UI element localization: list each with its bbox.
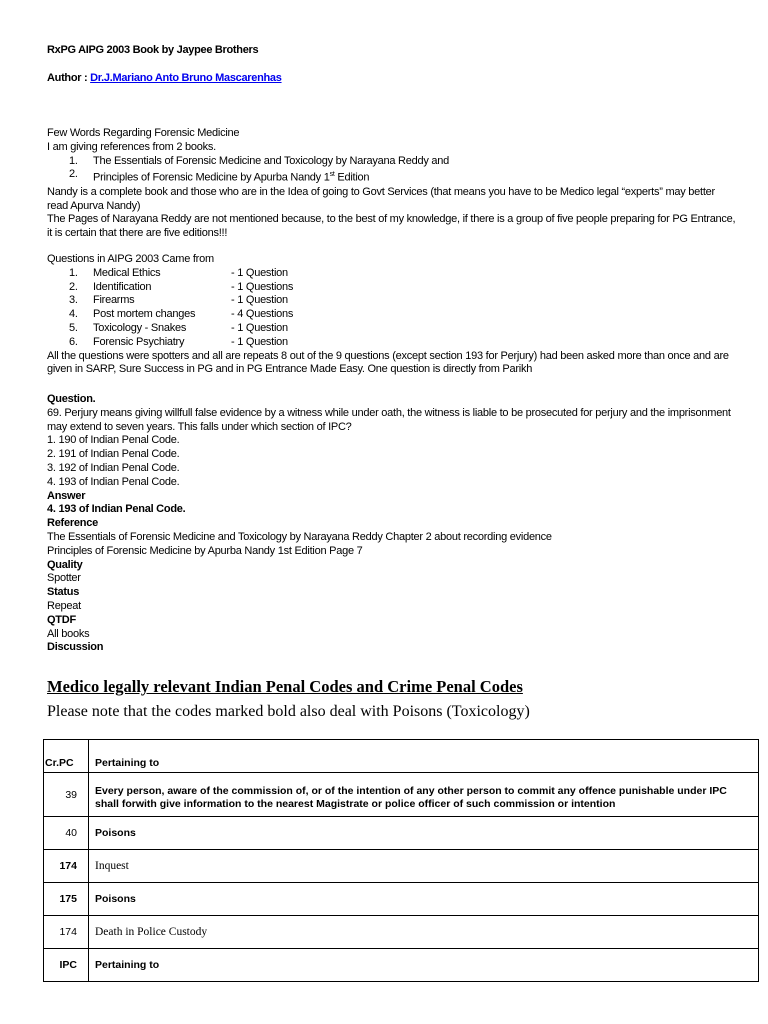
header-desc: Pertaining to (89, 740, 759, 773)
table-row: 175 Poisons (44, 883, 759, 916)
intro-section (47, 127, 737, 241)
author-link[interactable]: Dr.J.Mariano Anto Bruno Mascarenhas (90, 72, 282, 84)
codes-heading: Medico legally relevant Indian Penal Codes and Crime Penal Codes (47, 677, 523, 696)
footer-desc: Pertaining to (89, 949, 759, 982)
reference-label: Reference (47, 517, 98, 530)
row-desc: Poisons (89, 883, 759, 916)
penal-codes-table (43, 739, 759, 982)
answer-option: 4. 193 of Indian Penal Code. (47, 475, 180, 488)
status-value: Repeat (47, 599, 81, 612)
intro-heading: Few Words Regarding Forensic Medicine (47, 127, 240, 139)
table-row: 39 Every person, aware of the commission of, or of the intention of any other person to commit any offence punishable under IPC shall forwith give information to the nearest Magistrate or police officer of such commission or intention (44, 773, 759, 817)
quality-label: Quality (47, 558, 83, 571)
intro-para-nandy: Nandy is a complete book and those who are in the Idea of going to Govt Services (that means you have to be Medico legal “experts” may better read Apurva Nandy) (47, 185, 715, 212)
qtdf-value: All books (47, 627, 90, 640)
table-row: 174 Inquest (44, 850, 759, 883)
questions-summary: All the questions were spotters and all are repeats 8 out of the 9 questions (except section 193 for Perjury) had been asked more than once and are given in SARP, Sure Success in PG and in PG Entrance Made Easy. One question is directly from Parikh (47, 349, 729, 376)
author-label: Author : (47, 72, 91, 84)
intro-para-reddy: The Pages of Narayana Reddy are not mentioned because, to the best of my knowledge, if there is a group of five people preparing for PG Entrance, it is certain that there are five editions!!! (47, 213, 736, 240)
question-topic-row: 3. Firearms - 1 Question (69, 294, 288, 307)
questions-section (47, 253, 737, 377)
intro-line: I am giving references from 2 books. (47, 140, 216, 153)
document-title: RxPG AIPG 2003 Book by Jaypee Brothers (47, 44, 259, 56)
codes-note: Please note that the codes marked bold also deal with Poisons (Toxicology) (47, 703, 530, 720)
question-topic-row: 5. Toxicology - Snakes - 1 Question (69, 321, 288, 334)
book-item: 1. The Essentials of Forensic Medicine and Toxicology by Narayana Reddy and (69, 154, 449, 167)
book-item: 2. Principles of Forensic Medicine by Apurba Nandy 1st Edition (69, 168, 370, 185)
author-line (47, 72, 282, 84)
answer-value: 4. 193 of Indian Penal Code. (47, 503, 186, 516)
table-footer-row: IPC Pertaining to (44, 949, 759, 982)
answer-label: Answer (47, 489, 86, 502)
question-topic-row: 2. Identification - 1 Questions (69, 280, 294, 293)
answer-option: 2. 191 of Indian Penal Code. (47, 448, 180, 461)
question-topic-row: 1. Medical Ethics - 1 Question (69, 266, 288, 279)
header-code: Cr.PC (44, 740, 89, 773)
question-text: 69. Perjury means giving willfull false evidence by a witness while under oath, the witness is liable to be prosecuted for perjury and the imprisonment may extend to seven years. This falls under which section of IPC? (47, 406, 731, 433)
answer-option: 3. 192 of Indian Penal Code. (47, 461, 180, 474)
table-row: 174 Death in Police Custody (44, 916, 759, 949)
table-row: 40 Poisons (44, 817, 759, 850)
answer-option: 1. 190 of Indian Penal Code. (47, 434, 180, 447)
table-header-row (44, 740, 759, 773)
question-label: Question. (47, 393, 96, 405)
quality-value: Spotter (47, 572, 81, 585)
discussion-label: Discussion (47, 641, 104, 654)
row-desc: Poisons (89, 817, 759, 850)
questions-heading: Questions in AIPG 2003 Came from (47, 253, 214, 265)
reference-item: Principles of Forensic Medicine by Apurba Nandy 1st Edition Page 7 (47, 544, 363, 557)
question-block (47, 393, 737, 655)
question-topic-row: 4. Post mortem changes - 4 Questions (69, 308, 294, 321)
row-desc: Death in Police Custody (89, 916, 759, 949)
row-desc: Every person, aware of the commission of, or of the intention of any other person to commit any offence punishable under IPC shall forwith give information to the nearest Magistrate or police officer of such commission or intention (89, 773, 759, 817)
status-label: Status (47, 586, 80, 599)
question-topic-row: 6. Forensic Psychiatry - 1 Question (69, 335, 288, 348)
reference-item: The Essentials of Forensic Medicine and Toxicology by Narayana Reddy Chapter 2 about recording evidence (47, 530, 552, 543)
row-desc: Inquest (89, 850, 759, 883)
qtdf-label: QTDF (47, 613, 76, 626)
